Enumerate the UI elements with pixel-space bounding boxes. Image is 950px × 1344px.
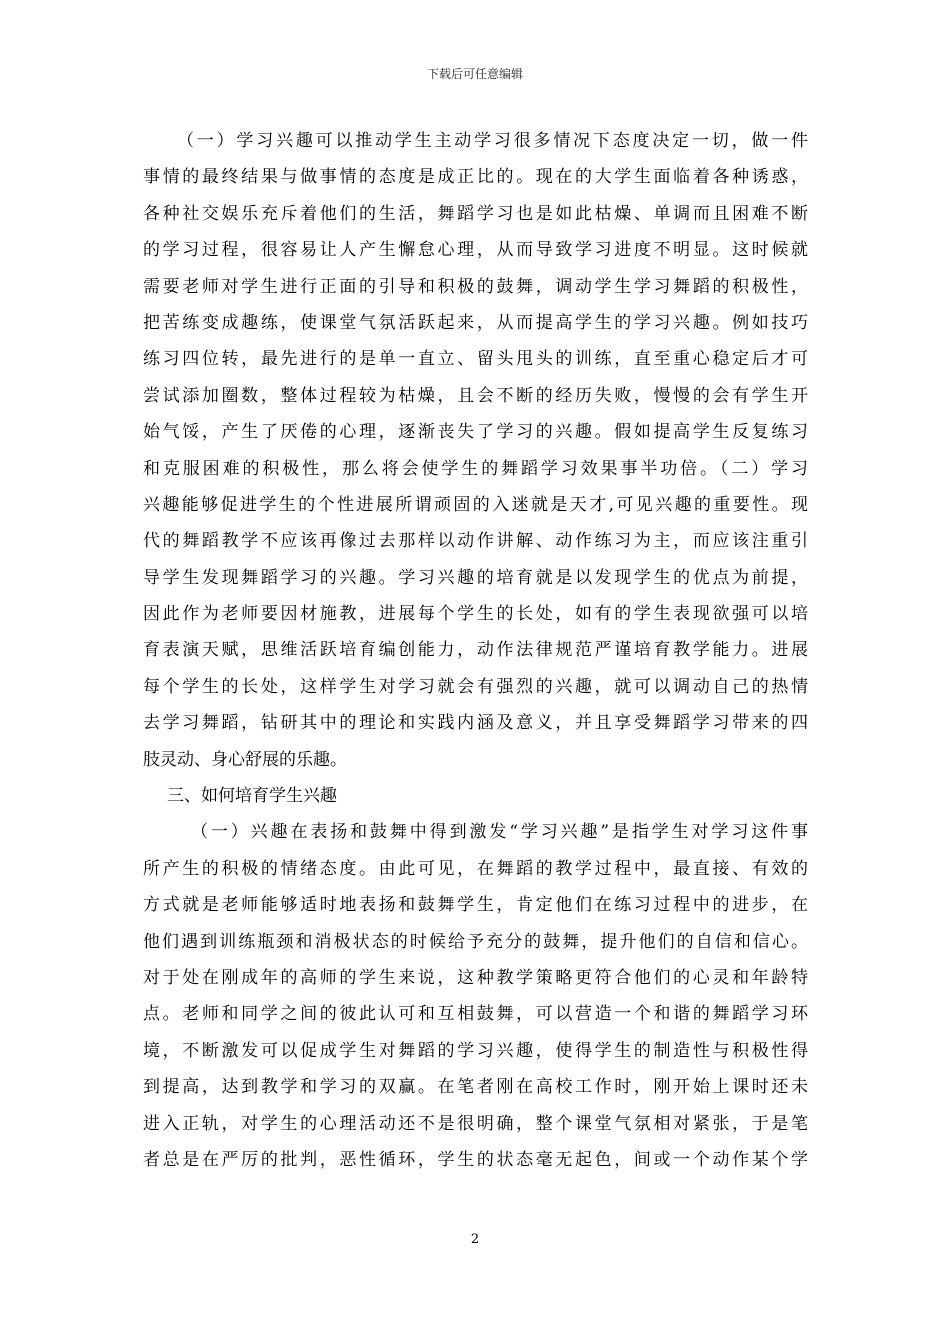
text-line: 各种社交娱乐充斥着他们的生活，舞蹈学习也是如此枯燥、单调而且困难不断 — [143, 203, 808, 224]
text-line: 始气馁，产生了厌倦的心理，逐渐丧失了学习的兴趣。假如提高学生反复练习 — [143, 422, 808, 443]
text-line: 去学习舞蹈，钻研其中的理论和实践内涵及意义，并且享受舞蹈学习带来的四 — [143, 713, 808, 734]
text-line: 代的舞蹈教学不应该再像过去那样以动作讲解、动作练习为主，而应该注重引 — [143, 531, 808, 552]
text-line: 点。老师和同学之间的彼此认可和互相鼓舞，可以营造一个和谐的舞蹈学习环 — [143, 1004, 808, 1025]
text-line: 练习四位转，最先进行的是单一直立、留头甩头的训练，直至重心稳定后才可 — [143, 349, 808, 370]
text-line: 把苦练变成趣练，使课堂气氛活跃起来，从而提高学生的学习兴趣。例如技巧 — [143, 312, 808, 333]
text-line: 事情的最终结果与做事情的态度是成正比的。现在的大学生面临着各种诱惑， — [143, 167, 808, 188]
text-line: 肢灵动、身心舒展的乐趣。 — [143, 749, 347, 770]
text-line: 者总是在严厉的批判，恶性循环，学生的状态毫无起色，间或一个动作某个学 — [143, 1149, 808, 1170]
text-line: 境，不断激发可以促成学生对舞蹈的学习兴趣，使得学生的制造性与积极性得 — [143, 1040, 808, 1061]
page-number: 2 — [470, 1232, 480, 1247]
text-line: 育表演天赋，思维活跃培育编创能力，动作法律规范严谨培育教学能力。进展 — [143, 640, 808, 661]
text-line: 进入正轨，对学生的心理活动还不是很明确，整个课堂气氛相对紧张，于是笔 — [143, 1113, 808, 1134]
text-line: （一）兴趣在表扬和鼓舞中得到激发“学习兴趣”是指学生对学习这件事 — [191, 822, 808, 843]
text-line: 和克服困难的积极性，那么将会使学生的舞蹈学习效果事半功倍。（二）学习 — [143, 458, 808, 479]
text-line: 对于处在刚成年的高师的学生来说，这种教学策略更符合他们的心灵和年龄特 — [143, 967, 808, 988]
text-line: 需要老师对学生进行正面的引导和积极的鼓舞，调动学生学习舞蹈的积极性， — [143, 276, 808, 297]
text-line: 导学生发现舞蹈学习的兴趣。学习兴趣的培育就是以发现学生的优点为前提， — [143, 567, 808, 588]
section-heading: 三、如何培育学生兴趣 — [167, 786, 337, 807]
text-line: 每个学生的长处，这样学生对学习就会有强烈的兴趣，就可以调动自己的热情 — [143, 676, 808, 697]
text-line: 到提高，达到教学和学习的双赢。在笔者刚在高校工作时，刚开始上课时还未 — [143, 1077, 808, 1098]
text-line: 的学习过程，很容易让人产生懈怠心理，从而导致学习进度不明显。这时候就 — [143, 240, 808, 261]
text-line: 所产生的积极的情绪态度。由此可见，在舞蹈的教学过程中，最直接、有效的 — [143, 858, 808, 879]
text-line: 因此作为老师要因材施教，进展每个学生的长处，如有的学生表现欲强可以培 — [143, 604, 808, 625]
document-body — [143, 123, 808, 1178]
text-line: 方式就是老师能够适时地表扬和鼓舞学生，肯定他们在练习过程中的进步，在 — [143, 895, 808, 916]
text-line: （一）学习兴趣可以推动学生主动学习很多情况下态度决定一切，做一件 — [177, 131, 808, 151]
text-line: 兴趣能够促进学生的个性进展所谓顽固的入迷就是天才,可见兴趣的重要性。现 — [143, 494, 808, 515]
text-line: 尝试添加圈数，整体过程较为枯燥，且会不断的经历失败，慢慢的会有学生开 — [143, 385, 808, 406]
text-line: 他们遇到训练瓶颈和消极状态的时候给予充分的鼓舞，提升他们的自信和信心。 — [143, 931, 808, 952]
page-header: 下载后可任意编辑 — [426, 67, 523, 81]
